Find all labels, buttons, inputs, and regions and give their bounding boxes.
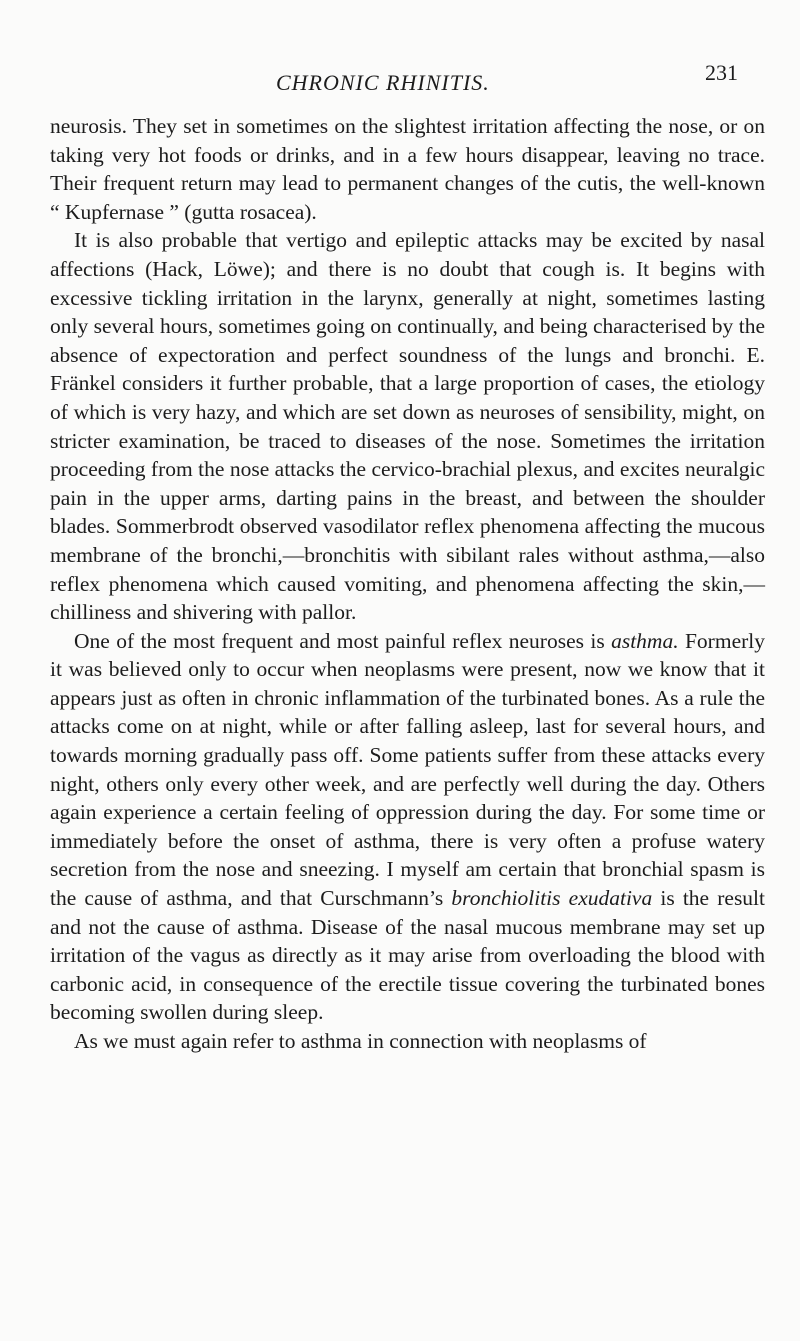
paragraph-asthma	[50, 627, 765, 1027]
paragraph-text: It is also probable that vertigo and epileptic attacks may be excited by nasal affections (Hack, Löwe); and there is no doubt that cough is. It begins with excessive tickling irritation in the larynx, generally at night, sometimes lasting only several hours, sometimes going on continually, and being characterised by the absence of expectoration and perfect soundness of the lungs and bronchi. E. Fränkel considers it further probable, that a large proportion of cases, the etiology of which is very hazy, and which are set down as neuroses of sensibility, might, on stricter examination, be traced to diseases of the nose. Sometimes the irritation proceeding from the nose attacks the cervico-brachial plexus, and excites neuralgic pain in the upper arms, darting pains in the breast, and between the shoulder blades. Sommerbrodt observed vasodilator reflex phenomena affecting the mucous membrane of the bronchi,—bronchitis with sibilant rales without asthma,—also reflex phenomena which caused vomiting, and phenomena affecting the skin,—chilliness and shivering with pallor.	[50, 228, 765, 625]
paragraph-vertigo-cough	[50, 226, 765, 626]
paragraph-text: Formerly it was believed only to occur when neoplasms were present, now we know that it appears just as often in chronic inflammation of the turbinated bones. As a rule the attacks come on at night, while or after falling asleep, last for several hours, and towards morning gradually pass off. Some patients suffer from these attacks every night, others only every other week, and are perfectly well during the day. Others again experience a certain feeling of oppression during the day. For some time or immediately before the onset of asthma, there is very often a profuse watery secretion from the nose and sneezing. I myself am certain that bronchial spasm is the cause of asthma, and that Curschmann’s	[50, 628, 765, 911]
paragraph-text: One of the most frequent and most painful reflex neuroses is	[74, 628, 612, 653]
paragraph-neoplasms	[50, 1027, 765, 1056]
paragraph-text: neurosis. They set in sometimes on the slightest irritation affecting the nose, or on taking very hot foods or drinks, and in a few hours disappear, leaving no trace. Their frequent return may lead to permanent changes of the cutis, the well-known “ Kupfernase ” (gutta rosacea).	[50, 114, 765, 224]
paragraph-neurosis	[50, 112, 765, 226]
running-title: CHRONIC RHINITIS.	[276, 70, 490, 95]
italic-term-asthma: asthma.	[611, 628, 679, 653]
page-number: 231	[705, 60, 738, 85]
paragraph-text: As we must again refer to asthma in connection with neoplasms of	[74, 1029, 647, 1053]
paragraph-text: is the result and not the cause of asthma. Disease of the nasal mucous membrane may set up irritation of the vagus as directly as it may arise from overloading the blood with carbonic acid, in consequence of the erectile tissue covering the turbinated bones becoming swollen during sleep.	[50, 886, 766, 1025]
italic-term-bronchiolitis: bronchiolitis exudativa	[451, 886, 653, 911]
body-text	[50, 112, 765, 1056]
